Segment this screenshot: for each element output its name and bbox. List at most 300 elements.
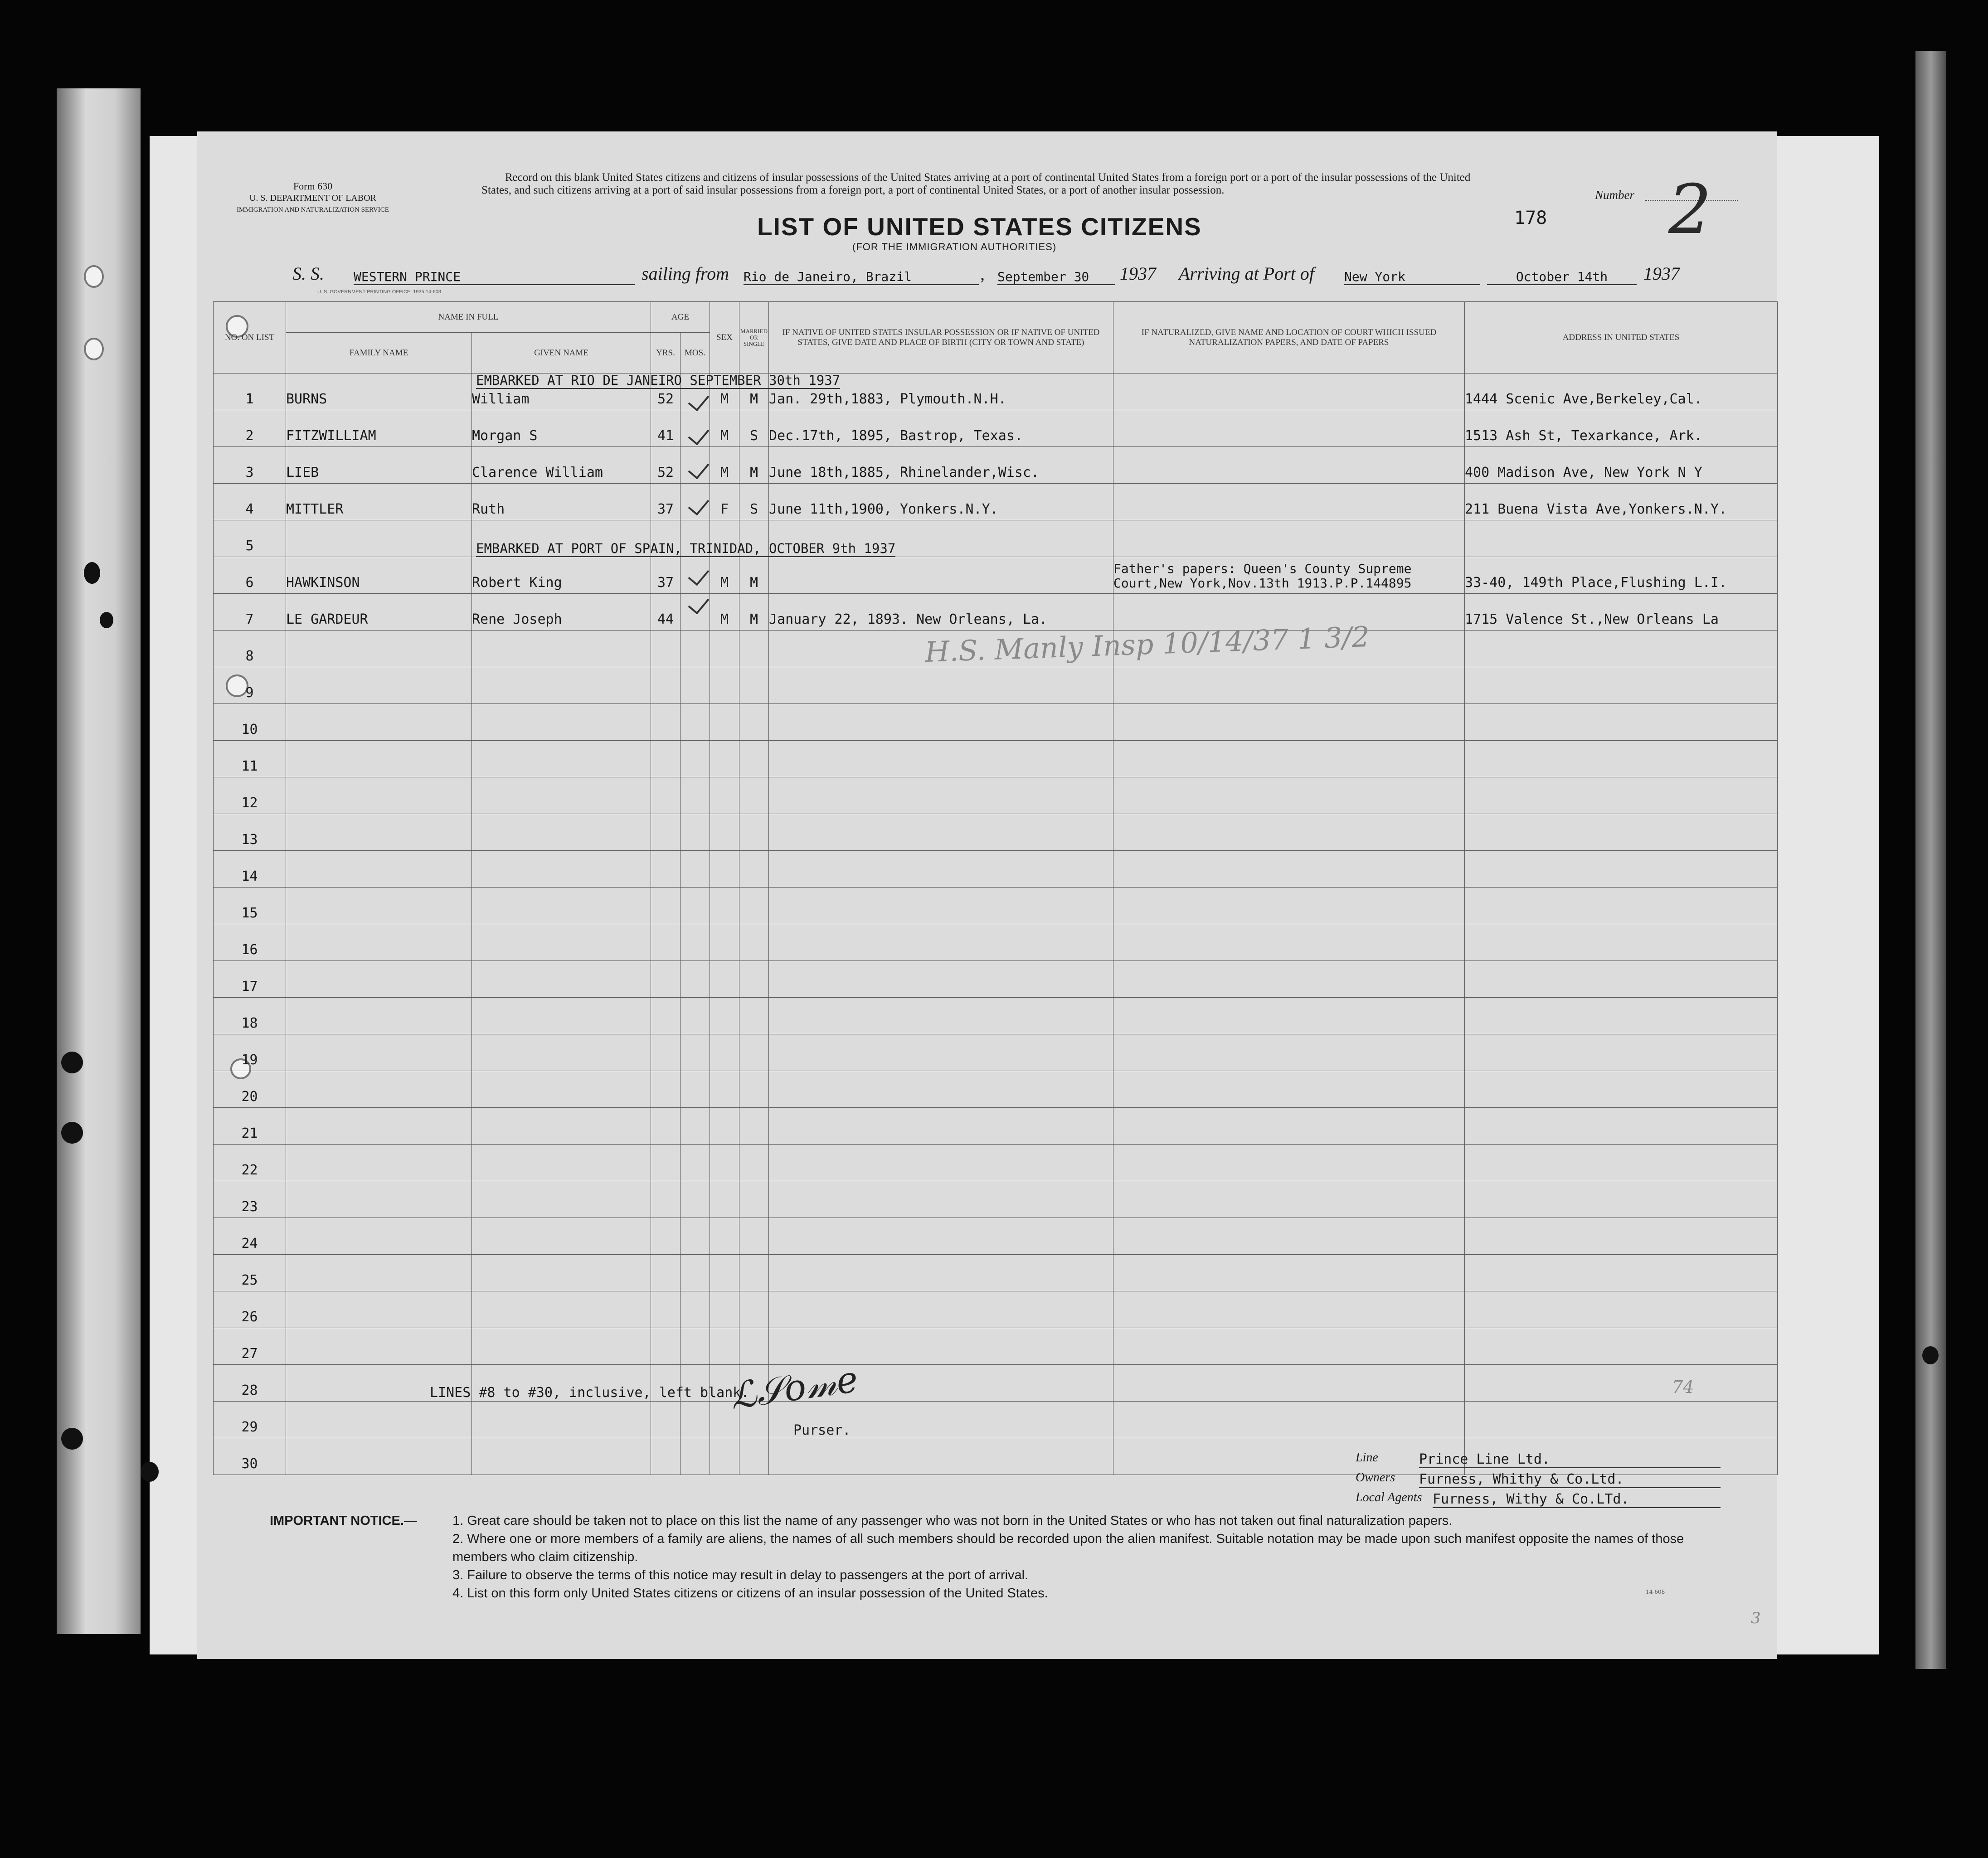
cell-given [472,961,651,998]
owners-label: Owners [1356,1470,1395,1484]
cell-birth: June 18th,1885, Rhinelander,Wisc. [769,447,1113,484]
cell-nat [1113,1181,1465,1218]
line-row [1356,1451,1723,1470]
cell-given [472,1438,651,1475]
cell-given [472,924,651,961]
agents-value: Furness, Withy & Co.LTd. [1433,1491,1721,1508]
cell-birth [769,777,1113,814]
binder-hole [84,265,104,288]
cell-no: 8 [214,631,286,667]
cell-no: 19 [214,1034,286,1071]
cell-no: 9 [214,667,286,704]
cell-nat [1113,1255,1465,1291]
cell-sex: M [710,557,739,594]
form-number: Form 630 [293,180,333,192]
cell-ms [739,1181,769,1218]
cell-addr [1465,961,1778,998]
cell-yrs [651,1402,680,1438]
cell-nat [1113,1218,1465,1255]
cell-yrs [651,631,680,667]
cell-mos [680,704,710,741]
cell-nat [1113,1108,1465,1145]
cell-family: FITZWILLIAM [286,410,472,447]
cell-given: Morgan S [472,410,651,447]
cell-no: 21 [214,1108,286,1145]
cell-family [286,1402,472,1438]
table-row [214,1291,1778,1328]
cell-addr [1465,1328,1778,1365]
table-row [214,851,1778,888]
notice-heading: IMPORTANT NOTICE.— [270,1514,417,1528]
cell-addr [1465,1181,1778,1218]
cell-mos [680,961,710,998]
cell-mos [680,667,710,704]
cell-nat [1113,1145,1465,1181]
cell-yrs: 52 [651,447,680,484]
notice-item-4: 4. List on this form only United States citizens or citizens of an insular possession of the United States. [452,1586,1048,1601]
cell-addr [1465,814,1778,851]
binder-hole [1922,1346,1939,1364]
cell-yrs [651,1218,680,1255]
cell-yrs [651,851,680,888]
cell-family [286,1071,472,1108]
notice-item-1: 1. Great care should be taken not to place on this list the name of any passenger who was not born in the United States or who has not taken out final naturalization papers. [452,1514,1453,1528]
purser-label: Purser. [793,1422,851,1438]
table-row [214,1181,1778,1218]
cell-yrs [651,1108,680,1145]
cell-nat [1113,447,1465,484]
cell-mos [680,1071,710,1108]
cell-birth [769,1328,1113,1365]
cell-mos [680,631,710,667]
cell-no: 7 [214,594,286,631]
cell-birth [769,1108,1113,1145]
line-value: Prince Line Ltd. [1419,1451,1721,1468]
inspector-annotation: H.S. Manly Insp 10/14/37 1 3/2 [924,620,1371,669]
sheet-number: 2 [1668,170,1712,249]
cell-no: 18 [214,998,286,1034]
cell-birth [769,888,1113,924]
page-title: LIST OF UNITED STATES CITIZENS [757,213,1202,241]
cell-nat [1113,374,1465,410]
cell-nat-line2: Court,New York,Nov.13th 1913.P.P.144895 [1113,576,1412,591]
cell-yrs [651,998,680,1034]
purser-signature: ℒ𝒮𝑜𝓂𝑒 [727,1358,860,1418]
notice-heading-text: IMPORTANT NOTICE. [270,1514,404,1528]
table-row [214,1255,1778,1291]
binder-hole [100,612,113,628]
cell-yrs: 37 [651,484,680,520]
cell-birth [769,704,1113,741]
cell-yrs [651,961,680,998]
cell-birth [769,1034,1113,1071]
cell-birth: Jan. 29th,1883, Plymouth.N.H. [769,374,1113,410]
cell-nat [1113,557,1465,594]
cell-birth [769,1181,1113,1218]
cell-given [472,1145,651,1181]
cell-nat [1113,888,1465,924]
table-row [214,777,1778,814]
col-naturalized: IF NATURALIZED, GIVE NAME AND LOCATION OF COURT WHICH ISSUED NATURALIZATION PAPERS, AND DATE OF PAPERS [1113,302,1465,374]
cell-family [286,924,472,961]
cell-ms: M [739,447,769,484]
table-row [214,1402,1778,1438]
cell-sex [710,998,739,1034]
passenger-table [213,301,1778,1475]
cell-given [472,1034,651,1071]
cell-family [286,1034,472,1071]
col-address: ADDRESS IN UNITED STATES [1465,302,1778,374]
cell-ms [739,1108,769,1145]
page-subtitle: (FOR THE IMMIGRATION AUTHORITIES) [852,241,1057,252]
cell-ms [739,1438,769,1475]
cell-yrs [651,704,680,741]
cell-sex: M [710,447,739,484]
cell-nat-line1: Father's papers: Queen's County Supreme [1113,561,1412,576]
cell-sex [710,631,739,667]
cell-family: MITTLER [286,484,472,520]
table-row [214,447,1778,484]
cell-ms [739,741,769,777]
cell-sex [710,741,739,777]
cell-family [286,1328,472,1365]
cell-family [286,1291,472,1328]
cell-nat [1113,1365,1465,1402]
cell-given [472,1181,651,1218]
cell-given: Rene Joseph [472,594,651,631]
cell-yrs [651,1034,680,1071]
cell-nat [1113,924,1465,961]
cell-nat [1113,484,1465,520]
cell-mos [680,777,710,814]
notice-item-3: 3. Failure to observe the terms of this notice may result in delay to passengers at the port of arrival. [452,1568,1029,1582]
cell-ms [739,1034,769,1071]
cell-ms [739,1291,769,1328]
cell-no: 2 [214,410,286,447]
cell-addr [1465,631,1778,667]
arrival-year: 1937 [1643,263,1680,284]
line-label: Line [1356,1451,1378,1465]
printer-line: U. S. GOVERNMENT PRINTING OFFICE: 1935 14-608 [317,289,442,295]
cell-addr [1465,1365,1778,1402]
cell-family [286,704,472,741]
cell-addr [1465,704,1778,741]
cell-yrs [651,1291,680,1328]
cell-family [286,667,472,704]
cell-sex [710,667,739,704]
cell-family [286,1181,472,1218]
cell-yrs [651,741,680,777]
owners-row [1356,1470,1723,1490]
cell-birth [769,1218,1113,1255]
table-row [214,410,1778,447]
cell-sex [710,1108,739,1145]
cell-yrs [651,1071,680,1108]
col-birth: IF NATIVE OF UNITED STATES INSULAR POSSESSION OR IF NATIVE OF UNITED STATES, GIVE DATE AND PLACE OF BIRTH (CITY OR TOWN AND STATE) [769,302,1113,374]
cell-ms [739,888,769,924]
cell-no: 25 [214,1255,286,1291]
cell-addr [1465,1218,1778,1255]
table-row [214,814,1778,851]
cell-yrs [651,1328,680,1365]
cell-yrs [651,814,680,851]
cell-family [286,998,472,1034]
cell-nat [1113,814,1465,851]
cell-yrs [651,1181,680,1218]
cell-given: Ruth [472,484,651,520]
cell-sex [710,1071,739,1108]
notice-items [452,1512,1735,1602]
cell-no: 27 [214,1328,286,1365]
record-instructions: Record on this blank United States citizens and citizens of insular possessions of the United States arriving at a port of continental United States from a foreign port or a port of the insular possessions of the United States, and such citizens arriving at a port of said insular possessions from a foreign port, a port of continental United States, or a port of another insular possession. [481,171,1471,196]
cell-addr: 1715 Valence St.,New Orleans La [1465,594,1778,631]
departure-port: Rio de Janeiro, Brazil [744,269,979,285]
cell-given [472,1071,651,1108]
table-row [214,1145,1778,1181]
cell-mos [680,1218,710,1255]
arrival-date: October 14th [1487,269,1637,285]
binder-hole [141,1462,159,1482]
col-married [739,302,769,374]
table-row [214,961,1778,998]
blank-lines-note: LINES #8 to #30, inclusive, left blank. [430,1385,749,1401]
cell-ms [739,814,769,851]
cell-ms: S [739,484,769,520]
cell-mos [680,1181,710,1218]
cell-ms [739,631,769,667]
cell-yrs [651,1145,680,1181]
cell-mos [680,1291,710,1328]
table-row [214,998,1778,1034]
cell-yrs: 37 [651,557,680,594]
cell-no: 20 [214,1071,286,1108]
col-given-name: GIVEN NAME [472,333,651,374]
cell-family [286,1255,472,1291]
cell-no: 30 [214,1438,286,1475]
cell-nat [1113,777,1465,814]
table-row [214,1328,1778,1365]
ship-name: WESTERN PRINCE [354,269,635,285]
col-no: NO. ON LIST [214,302,286,374]
cell-given [472,741,651,777]
cell-mos [680,851,710,888]
sailing-from-label: sailing from [642,263,729,284]
cell-ms: M [739,557,769,594]
cell-nat [1113,1328,1465,1365]
table-row [214,1071,1778,1108]
table-row [214,1218,1778,1255]
cell-birth [769,1438,1113,1475]
cell-sex [710,1034,739,1071]
table-row [214,704,1778,741]
table-row [214,888,1778,924]
cell-ms [739,1071,769,1108]
cell-birth [769,1255,1113,1291]
cell-birth [769,741,1113,777]
table-row [214,924,1778,961]
cell-sex [710,1291,739,1328]
cell-addr [1465,924,1778,961]
cell-addr [1465,998,1778,1034]
cell-given [472,777,651,814]
cell-no: 11 [214,741,286,777]
agents-row [1356,1490,1723,1510]
cell-ms: M [739,374,769,410]
cell-birth [769,1071,1113,1108]
cell-given [472,998,651,1034]
cell-no: 28 [214,1365,286,1402]
table-row [214,484,1778,520]
cell-sex [710,777,739,814]
cell-family: BURNS [286,374,472,410]
cell-yrs [651,1255,680,1291]
cell-nat [1113,704,1465,741]
cell-birth [769,1291,1113,1328]
cell-ms [739,998,769,1034]
cell-sex [710,1181,739,1218]
cell-no: 14 [214,851,286,888]
cell-nat [1113,998,1465,1034]
cell-given [472,1108,651,1145]
table-row [214,520,1778,557]
agents-label: Local Agents [1356,1490,1422,1504]
cell-ms [739,924,769,961]
cell-family [286,1218,472,1255]
cell-addr: 33-40, 149th Place,Flushing L.I. [1465,557,1778,594]
embark-header-rio: EMBARKED AT RIO DE JANEIRO SEPTEMBER 30th 1937 [476,373,841,388]
cell-ms [739,777,769,814]
cell-mos [680,741,710,777]
cell-addr [1465,520,1778,557]
cell-family [286,1108,472,1145]
col-mos: MOS. [680,333,710,374]
cell-yrs [651,924,680,961]
cell-nat [1113,520,1465,557]
cell-sex [710,814,739,851]
cell-yrs: 44 [651,594,680,631]
cell-given [472,1402,651,1438]
cell-mos [680,924,710,961]
cell-family [286,888,472,924]
cell-no: 6 [214,557,286,594]
cell-nat [1113,741,1465,777]
cell-sex: M [710,374,739,410]
table-row [214,594,1778,631]
ss-label: S. S. [292,263,324,284]
cell-mos [680,1108,710,1145]
cell-family [286,1438,472,1475]
cell-birth: June 11th,1900, Yonkers.N.Y. [769,484,1113,520]
cell-given [472,667,651,704]
cell-family [286,520,472,557]
cell-mos [680,1034,710,1071]
cell-given [472,704,651,741]
table-row [214,1034,1778,1071]
embark-header-trinidad: EMBARKED AT PORT OF SPAIN, TRINIDAD, OCTOBER 9th 1937 [476,541,896,556]
cell-sex [710,1145,739,1181]
cell-family [286,631,472,667]
cell-nat [1113,667,1465,704]
cell-ms: S [739,410,769,447]
right-binding-strip [1915,51,1946,1669]
binder-hole [61,1052,83,1073]
line-info-block [1356,1451,1723,1510]
cell-mos [680,1145,710,1181]
cell-yrs [651,667,680,704]
cell-sex: M [710,410,739,447]
cell-sex [710,924,739,961]
cell-nat [1113,1291,1465,1328]
cell-addr: 211 Buena Vista Ave,Yonkers.N.Y. [1465,484,1778,520]
arrival-port: New York [1344,269,1480,285]
cell-birth: January 22, 1893. New Orleans, La. [769,594,1113,631]
cell-given [472,1218,651,1255]
cell-family [286,741,472,777]
department-name: U. S. DEPARTMENT OF LABOR [249,193,376,203]
number-label: Number [1595,188,1634,202]
cell-sex: M [710,594,739,631]
owners-value: Furness, Whithy & Co.Ltd. [1419,1471,1721,1488]
cell-sex [710,1255,739,1291]
cell-given [472,1291,651,1328]
cell-addr [1465,1255,1778,1291]
departure-date: September 30 [997,269,1115,285]
notice-item-2: 2. Where one or more members of a family are aliens, the names of all such members should be recorded upon the alien manifest. Suitable notation may be made upon such manifest opposite the names of those members who claim citizenship. [452,1532,1684,1564]
cell-family [286,814,472,851]
cell-yrs [651,777,680,814]
cell-no: 26 [214,1291,286,1328]
cell-ms [739,1145,769,1181]
cell-no: 24 [214,1218,286,1255]
col-sex: SEX [710,302,739,374]
cell-family [286,777,472,814]
cell-given [472,888,651,924]
cell-no: 22 [214,1145,286,1181]
col-age: AGE [651,302,710,333]
cell-addr [1465,1034,1778,1071]
cell-nat [1113,1071,1465,1108]
cell-ms [739,667,769,704]
cell-nat [1113,961,1465,998]
cell-mos [680,1328,710,1365]
col-name-in-full: NAME IN FULL [286,302,651,333]
cell-yrs: 41 [651,410,680,447]
cell-no: 1 [214,374,286,410]
cell-ms [739,1255,769,1291]
cell-family [286,1145,472,1181]
cell-addr [1465,1145,1778,1181]
cell-mos [680,814,710,851]
cell-birth [769,924,1113,961]
cell-addr [1465,1402,1778,1438]
cell-birth: Dec.17th, 1895, Bastrop, Texas. [769,410,1113,447]
cell-no: 17 [214,961,286,998]
cell-given [472,851,651,888]
cell-sex [710,1438,739,1475]
cell-sex [710,888,739,924]
cell-given: William [472,374,651,410]
cell-addr [1465,888,1778,924]
left-binding-strip [57,88,141,1634]
cell-sex [710,1218,739,1255]
form-id-block [236,180,390,216]
cell-no: 12 [214,777,286,814]
cell-birth [769,667,1113,704]
cell-family: HAWKINSON [286,557,472,594]
cell-sex [710,1328,739,1365]
cell-ms [739,851,769,888]
cell-addr [1465,777,1778,814]
